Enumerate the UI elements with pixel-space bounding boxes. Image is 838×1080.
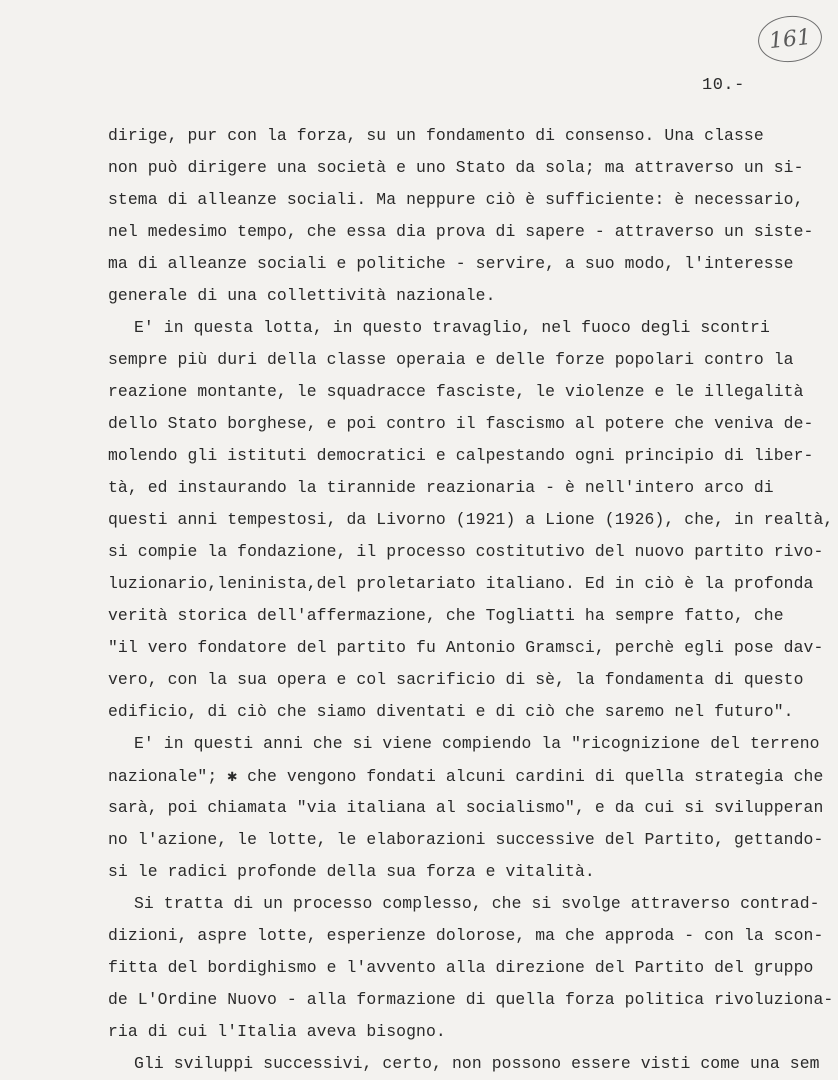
text-line: ria di cui l'Italia aveva bisogno. bbox=[108, 1022, 446, 1041]
text-line: questi anni tempestosi, da Livorno (1921) a Lione (1926), che, in realtà, bbox=[108, 510, 834, 529]
text-line: nazionale"; ✱ che vengono fondati alcuni cardini di quella strategia che bbox=[108, 767, 824, 786]
stamp-number: 161 bbox=[767, 24, 813, 54]
text-line: si compie la fondazione, il processo costitutivo del nuovo partito rivo- bbox=[108, 542, 824, 561]
text-line: Si tratta di un processo complesso, che si svolge attraverso contrad- bbox=[134, 894, 820, 913]
text-line: reazione montante, le squadracce fasciste, le violenze e le illegalità bbox=[108, 382, 804, 401]
text-line: dizioni, aspre lotte, esperienze dolorose, ma che approda - con la scon- bbox=[108, 926, 824, 945]
text-line: molendo gli istituti democratici e calpestando ogni principio di liber- bbox=[108, 446, 814, 465]
text-line: nel medesimo tempo, che essa dia prova di sapere - attraverso un siste- bbox=[108, 222, 814, 241]
text-line: ma di alleanze sociali e politiche - servire, a suo modo, l'interesse bbox=[108, 254, 794, 273]
text-line: dello Stato borghese, e poi contro il fascismo al potere che veniva de- bbox=[108, 414, 814, 433]
text-line: tà, ed instaurando la tirannide reazionaria - è nell'intero arco di bbox=[108, 478, 774, 497]
text-line: vero, con la sua opera e col sacrificio di sè, la fondamenta di questo bbox=[108, 670, 804, 689]
text-line: verità storica dell'affermazione, che Togliatti ha sempre fatto, che bbox=[108, 606, 784, 625]
text-line: fitta del bordighismo e l'avvento alla direzione del Partito del gruppo bbox=[108, 958, 814, 977]
text-line: de L'Ordine Nuovo - alla formazione di quella forza politica rivoluziona- bbox=[108, 990, 834, 1009]
text-line: sarà, poi chiamata "via italiana al socialismo", e da cui si svilupperan bbox=[108, 798, 824, 817]
text-line: edificio, di ciò che siamo diventati e di ciò che saremo nel futuro". bbox=[108, 702, 794, 721]
text-line: "il vero fondatore del partito fu Antonio Gramsci, perchè egli pose dav- bbox=[108, 638, 824, 657]
text-line: stema di alleanze sociali. Ma neppure ciò è sufficiente: è necessario, bbox=[108, 190, 804, 209]
text-line: E' in questi anni che si viene compiendo la "ricognizione del terreno bbox=[134, 734, 820, 753]
text-line: E' in questa lotta, in questo travaglio, nel fuoco degli scontri bbox=[134, 318, 770, 337]
text-line: Gli sviluppi successivi, certo, non possono essere visti come una sem bbox=[134, 1054, 820, 1073]
archive-number-stamp bbox=[756, 13, 824, 65]
page-number: 10.- bbox=[702, 76, 745, 95]
text-line: sempre più duri della classe operaia e delle forze popolari contro la bbox=[108, 350, 794, 369]
text-line: non può dirigere una società e uno Stato da sola; ma attraverso un si- bbox=[108, 158, 804, 177]
text-line: dirige, pur con la forza, su un fondamento di consenso. Una classe bbox=[108, 126, 764, 145]
text-line: si le radici profonde della sua forza e vitalità. bbox=[108, 862, 595, 881]
text-line: luzionario,leninista,del proletariato italiano. Ed in ciò è la profonda bbox=[108, 574, 814, 593]
text-line: generale di una collettività nazionale. bbox=[108, 286, 496, 305]
text-line: no l'azione, le lotte, le elaborazioni successive del Partito, gettando- bbox=[108, 830, 824, 849]
